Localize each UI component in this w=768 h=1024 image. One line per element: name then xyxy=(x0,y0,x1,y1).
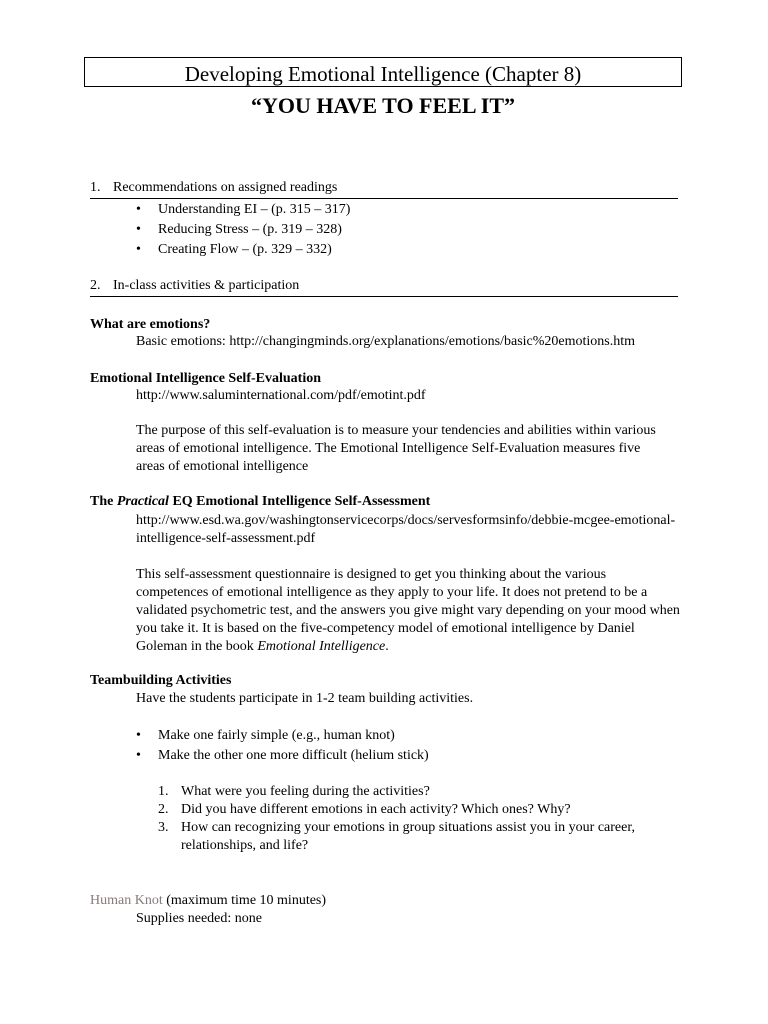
list-item: • Make the other one more difficult (helium stick) xyxy=(136,746,429,766)
list-item: • Creating Flow – (p. 329 – 332) xyxy=(136,240,350,260)
question-text: What were you feeling during the activities? xyxy=(181,784,430,799)
practical-eq-paragraph xyxy=(136,566,681,656)
section-2-title: In-class activities & participation xyxy=(113,278,300,293)
emotions-heading: What are emotions? xyxy=(90,317,211,332)
document-title: Developing Emotional Intelligence (Chapter 8) xyxy=(184,62,582,86)
teambuilding-bullets xyxy=(136,726,429,766)
question-text: Did you have different emotions in each activity? Which ones? Why? xyxy=(181,802,571,817)
document-subtitle: “YOU HAVE TO FEEL IT” xyxy=(250,93,516,118)
self-evaluation-link[interactable]: http://www.saluminternational.com/pdf/emotint.pdf xyxy=(136,388,426,403)
practical-eq-heading-italic: Practical xyxy=(116,494,169,509)
self-evaluation-heading: Emotional Intelligence Self-Evaluation xyxy=(90,371,321,386)
section-2-heading xyxy=(90,277,678,297)
section-1-heading xyxy=(90,179,678,199)
self-evaluation-paragraph: The purpose of this self-evaluation is to measure your tendencies and abilities within various areas of emotional intelligence. The Emotional Intelligence Self-Evaluation measures five areas of emotional intelligence xyxy=(136,423,656,474)
section-1-title: Recommendations on assigned readings xyxy=(113,180,338,195)
practical-eq-heading xyxy=(90,493,430,511)
question-number: 1. xyxy=(158,784,169,799)
list-item xyxy=(158,801,678,819)
reflection-questions xyxy=(158,783,678,855)
teambuilding-intro: Have the students participate in 1-2 team building activities. xyxy=(136,691,474,706)
basic-emotions-link[interactable]: Basic emotions: http://changingminds.org/explanations/emotions/basic%20emotions.htm xyxy=(136,334,636,349)
question-number: 3. xyxy=(158,820,169,835)
list-item: • Understanding EI – (p. 315 – 317) xyxy=(136,200,350,220)
practical-eq-link[interactable]: http://www.esd.wa.gov/washingtonservicecorps/docs/servesformsinfo/debbie-mcgee-emotional-intelligence-self-assessment.pdf xyxy=(136,513,676,546)
question-text: How can recognizing your emotions in group situations assist you in your career, relationships, and life? xyxy=(181,820,635,853)
section-1-number: 1. xyxy=(90,180,101,195)
human-knot-supplies: Supplies needed: none xyxy=(136,911,262,926)
teambuilding-heading: Teambuilding Activities xyxy=(90,673,232,688)
list-item xyxy=(158,783,678,801)
human-knot-label: Human Knot xyxy=(90,893,163,908)
readings-list xyxy=(136,200,350,260)
list-item: • Make one fairly simple (e.g., human knot) xyxy=(136,726,429,746)
practical-eq-heading-suffix: EQ Emotional Intelligence Self-Assessment xyxy=(168,494,431,509)
practical-eq-heading-prefix: The xyxy=(90,494,117,509)
practical-eq-paragraph-end: . xyxy=(385,639,389,654)
practical-eq-paragraph-text: This self-assessment questionnaire is designed to get you thinking about the various competences of emotional intelligence as they apply to your life. It does not pretend to be a validated psychometric test, and the answers you give might vary depending on your mood when you take it. It is based on the five-competency model of emotional intelligence by Daniel Goleman in the book xyxy=(136,567,680,654)
human-knot-detail: (maximum time 10 minutes) xyxy=(162,893,327,908)
question-number: 2. xyxy=(158,802,169,817)
book-title: Emotional Intelligence xyxy=(257,639,386,654)
section-2-number: 2. xyxy=(90,278,101,293)
list-item: • Reducing Stress – (p. 319 – 328) xyxy=(136,220,350,240)
list-item xyxy=(158,819,678,855)
human-knot-heading xyxy=(90,892,326,910)
